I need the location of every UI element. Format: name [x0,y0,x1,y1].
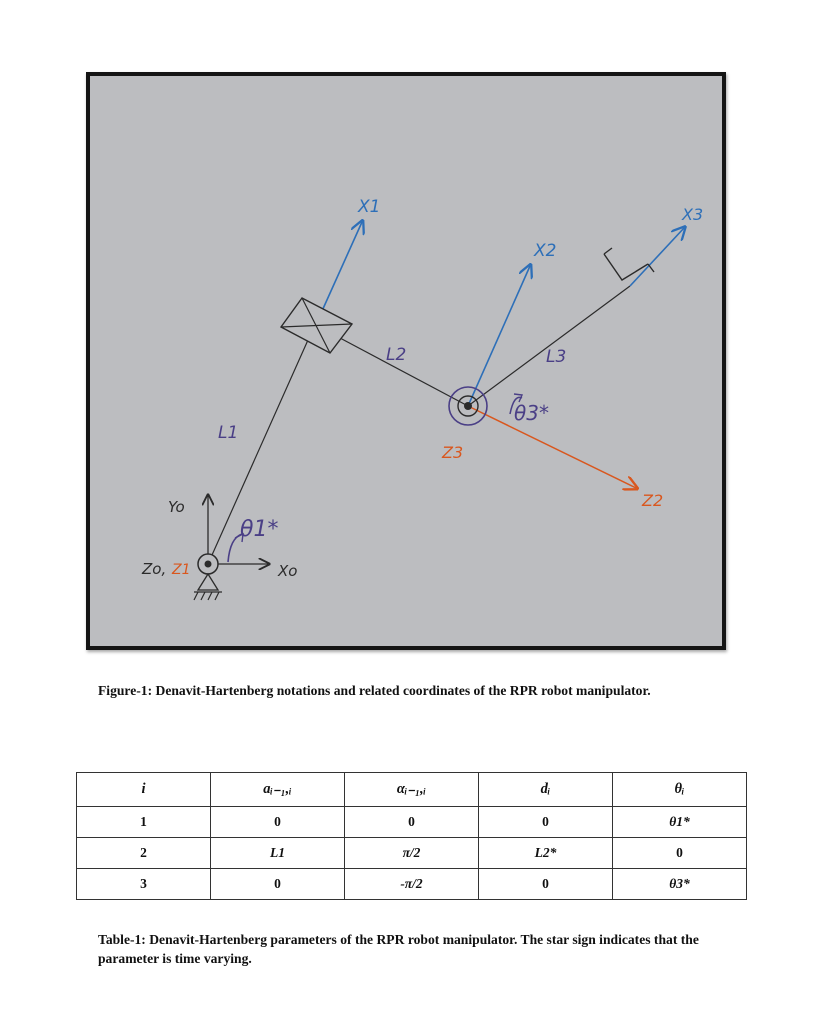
header-d: dᵢ [479,773,613,807]
cell: θ1* [613,807,747,838]
cell: -π/2 [345,869,479,900]
cell: 0 [479,807,613,838]
z2-label: Z2 [642,491,664,510]
header-i: i [77,773,211,807]
revolute-joint-3-icon [449,387,487,425]
table-caption: Table-1: Denavit-Hartenberg parameters of the RPR robot manipulator. The star sign indicates that the parameter is time varying. [98,932,699,966]
cell: 0 [211,869,345,900]
l1-label: L1 [218,423,239,443]
x2-label: X2 [534,241,557,261]
cell: 0 [479,869,613,900]
robot-manipulator-drawing [90,76,722,646]
table-row [77,807,747,838]
x2-axis [468,266,530,406]
y0-label: Yo [168,498,185,516]
header-theta: θᵢ [613,773,747,807]
l2-label: L2 [386,345,407,365]
figure-caption: Figure-1: Denavit-Hartenberg notations and related coordinates of the RPR robot manipulator. [98,683,651,698]
x1-axis [322,222,362,311]
z3-label: Z3 [442,443,464,462]
link-l3 [468,286,630,406]
z2-axis [468,406,636,488]
cell: 0 [613,838,747,869]
dh-parameter-table [76,772,747,900]
l3-label: L3 [546,347,567,367]
header-alpha: αᵢ₋₁,ᵢ [345,773,479,807]
x0-label: Xo [278,562,298,580]
table-header-row [77,773,747,807]
gripper-icon [604,248,654,280]
cell: 0 [211,807,345,838]
cell: L1 [211,838,345,869]
x3-axis [630,228,684,286]
z0-label: Zo, [142,560,167,578]
table-row [77,838,747,869]
header-a: aᵢ₋₁,ᵢ [211,773,345,807]
figure-drawing-frame [86,72,726,650]
cell: 3 [77,869,211,900]
cell: π/2 [345,838,479,869]
cell: 2 [77,838,211,869]
x3-label: X3 [682,205,704,224]
cell: 1 [77,807,211,838]
z1-label: Z1 [172,562,191,578]
ground-hatch-icon [194,592,222,600]
prismatic-joint-icon [281,298,352,353]
theta3-label: θ3* [514,401,549,425]
theta1-label: θ1* [240,517,279,542]
cell: θ3* [613,869,747,900]
x1-label: X1 [358,197,381,217]
table-row [77,869,747,900]
cell: L2* [479,838,613,869]
revolute-joint-icon [198,554,218,590]
cell: 0 [345,807,479,838]
